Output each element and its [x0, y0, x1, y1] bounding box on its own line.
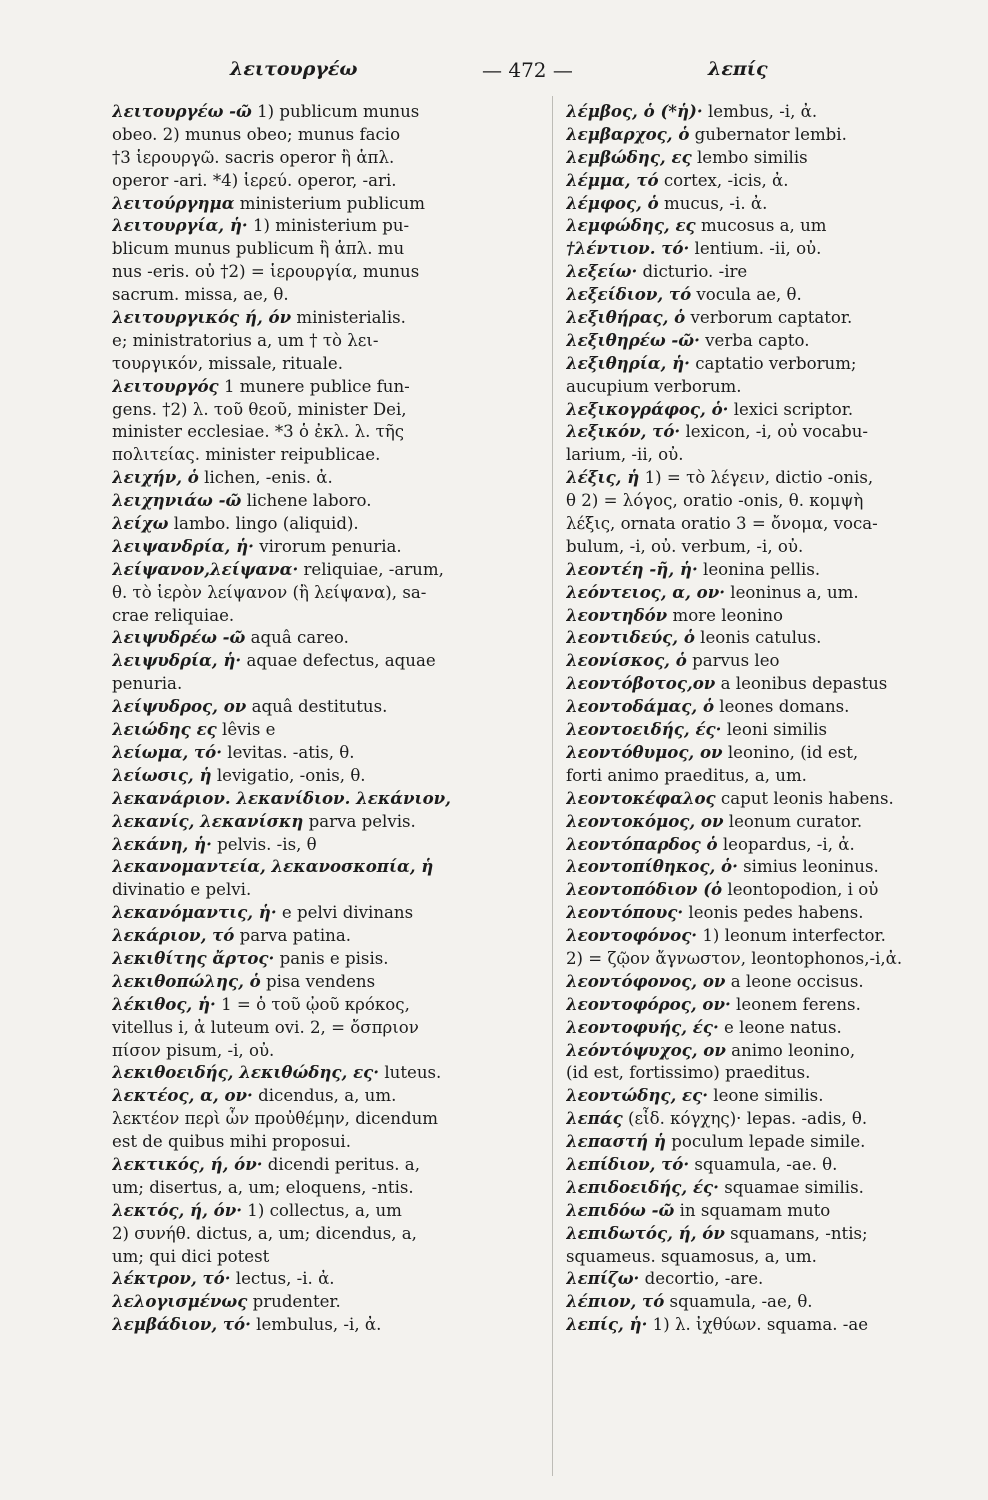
headword: †λέντιον. τό·: [566, 238, 690, 259]
definition-text: ministerialis.: [291, 308, 406, 328]
headword: λεοντοδάμας, ὁ: [566, 696, 715, 717]
headword: λεκάνη, ἡ·: [112, 833, 212, 854]
entry-line: [566, 1245, 956, 1268]
entry-line: [566, 672, 956, 695]
headword: λείωσις, ἡ: [112, 764, 212, 785]
entry-line: [112, 1222, 548, 1245]
definition-text: θ. τὸ ἱερὸν λείψανον (ἢ λείψανα), sa-: [112, 582, 427, 602]
definition-text: θ 2) = λόγος, oratio -onis, θ. κομψὴ: [566, 491, 864, 511]
entry-line: [112, 146, 548, 169]
definition-text: crae reliquiae.: [112, 605, 235, 625]
entry-line: [566, 787, 956, 810]
headword: λεοντόφονος, ον: [566, 970, 726, 991]
page-header: [0, 58, 988, 86]
definition-text: leontopodion, i οὐ: [722, 880, 879, 900]
headword: λέκιθος, ἡ·: [112, 993, 216, 1014]
definition-text: panis e pisis.: [274, 948, 389, 968]
headword: λέκτρον, τό·: [112, 1268, 231, 1289]
headword: λεοντοκόμος, ον: [566, 810, 724, 831]
entry-line: [566, 878, 956, 901]
definition-text: obeo. 2) munus obeo; munus facio: [112, 124, 401, 144]
headword: λείψυδρος, ον: [112, 696, 247, 717]
headword: λεόντόψυχος, ον: [566, 1039, 726, 1060]
page-number: — 472 —: [482, 58, 573, 82]
headword: λεκανόμαντις, ἡ·: [112, 902, 277, 923]
running-head-right: λεπίς: [708, 58, 768, 80]
entry-line: [112, 855, 548, 878]
entry-line: [566, 1061, 956, 1084]
headword: λέπιον, τό: [566, 1291, 665, 1312]
entry-line: [112, 1016, 548, 1039]
entry-line: [112, 1084, 548, 1107]
definition-text: blicum munus publicum ἢ ἁπλ. mu: [112, 239, 405, 259]
entry-line: [566, 1313, 956, 1336]
definition-text: parva pelvis.: [303, 811, 416, 831]
headword: λεοντόπους·: [566, 902, 684, 923]
entry-line: [112, 1039, 548, 1062]
definition-text: aucupium verborum.: [566, 376, 742, 396]
definition-text: leoninus a, um.: [725, 582, 859, 602]
entry-line: [566, 741, 956, 764]
entry-line: [566, 626, 956, 649]
entry-line: [566, 810, 956, 833]
definition-text: cortex, -icis, ἀ.: [658, 170, 789, 190]
definition-text: parvus leo: [686, 651, 780, 671]
definition-text: 1) publicum munus: [251, 102, 420, 121]
entry-line: [112, 878, 548, 901]
definition-text: squamula, -ae. θ.: [689, 1154, 838, 1174]
headword: λεόντειος, α, ον·: [566, 581, 725, 602]
headword: λέξις, ἡ: [566, 467, 640, 488]
definition-text: captatio verborum;: [689, 353, 857, 373]
headword: λεκτέος, α, ον·: [112, 1085, 253, 1106]
definition-text: um; qui dici potest: [112, 1246, 270, 1266]
entry-line: [112, 420, 548, 443]
definition-text: 1) λ. ἰχθύων. squama. -ae: [647, 1315, 869, 1335]
definition-text: λέξις, ornata oratio 3 = ὄνομα, voca-: [566, 514, 878, 534]
definition-text: parva patina.: [234, 926, 351, 946]
definition-text: †3 ἱερουργῶ. sacris operor ἢ ἁπλ.: [112, 147, 395, 167]
entry-line: [566, 260, 956, 283]
headword: λεοντιδεύς, ὁ: [566, 627, 695, 648]
headword: λεοντοπόδιον (ὁ: [566, 879, 723, 900]
headword: λεμβώδης, ες: [566, 146, 692, 167]
definition-text: 1) = τὸ λέγειν, dictio -onis,: [639, 468, 874, 488]
entry-line: [566, 1016, 956, 1039]
headword: λεοντόθυμος, ον: [566, 741, 723, 762]
entry-line: [112, 558, 548, 581]
entry-line: [566, 855, 956, 878]
headword: λεοντοκέφαλος: [566, 787, 716, 808]
entry-line: [112, 512, 548, 535]
entry-line: [112, 604, 548, 627]
entry-line: [566, 764, 956, 787]
definition-text: lêvis e: [216, 720, 276, 740]
entry-line: [566, 833, 956, 856]
entry-line: [112, 901, 548, 924]
headword: λεξικόν, τό·: [566, 421, 681, 442]
entry-line: [566, 214, 956, 237]
definition-text: a leone occisus.: [725, 971, 864, 991]
definition-text: lambo. lingo (aliquid).: [168, 514, 359, 534]
definition-text: bulum, -i, οὐ. verbum, -i, οὐ.: [566, 536, 804, 556]
definition-text: leonis pedes habens.: [683, 903, 864, 923]
definition-text: lexici scriptor.: [728, 399, 854, 419]
entry-line: [112, 260, 548, 283]
entry-line: [112, 443, 548, 466]
definition-text: 2) = ζῷον ἄγνωστον, leontophonos,-i,ἀ.: [566, 948, 903, 968]
headword: λεξείδιον, τό: [566, 284, 692, 305]
definition-text: lichene laboro.: [241, 491, 372, 511]
entry-line: [112, 695, 548, 718]
definition-text: lembo similis: [691, 147, 808, 167]
headword: λεοντοειδής, ές·: [566, 719, 722, 740]
entry-line: [112, 375, 548, 398]
entry-line: [112, 1130, 548, 1153]
definition-text: um; disertus, a, um; eloquens, -ntis.: [112, 1177, 414, 1197]
entry-line: [566, 1176, 956, 1199]
headword: λεξιθήρας, ὁ: [566, 307, 686, 328]
entry-line: [566, 1222, 956, 1245]
entry-line: [112, 581, 548, 604]
headword: λειτουργέω -ῶ: [112, 101, 252, 121]
entry-line: [566, 375, 956, 398]
definition-text: aquae defectus, aquae: [241, 651, 436, 671]
headword: λειτουργός: [112, 375, 219, 396]
entry-line: [566, 466, 956, 489]
entry-line: [112, 764, 548, 787]
definition-text: aquâ destitutus.: [246, 697, 388, 717]
headword: λείψανον,λείψανα·: [112, 558, 299, 579]
headword: λεοντοφόνος·: [566, 925, 698, 946]
entry-line: [112, 1290, 548, 1313]
headword: λεκιθίτης ἄρτος·: [112, 947, 275, 968]
definition-text: vocula ae, θ.: [691, 285, 802, 305]
definition-text: divinatio e pelvi.: [112, 880, 252, 900]
entry-line: [112, 1153, 548, 1176]
headword: λεοντόπαρδος ὁ: [566, 833, 718, 854]
entry-line: [566, 581, 956, 604]
definition-text: leoni similis: [721, 720, 828, 740]
entry-line: [566, 489, 956, 512]
definition-text: mucosus a, um: [695, 216, 827, 236]
entry-line: [112, 741, 548, 764]
definition-text: aquâ careo.: [245, 628, 349, 648]
entry-line: [112, 237, 548, 260]
entry-line: [112, 329, 548, 352]
headword: λειτουργία, ἡ·: [112, 215, 248, 236]
entry-line: [112, 169, 548, 192]
definition-text: prudenter.: [247, 1292, 341, 1312]
headword: λεκτικός, ή, όν·: [112, 1153, 263, 1174]
entry-line: [112, 1245, 548, 1268]
headword: λειώδης ες: [112, 719, 217, 740]
definition-text: operor -ari. *4) ἱερεύ. operor, -ari.: [112, 170, 397, 190]
definition-text: leonina pellis.: [697, 559, 821, 579]
entry-line: [112, 649, 548, 672]
entry-line: [566, 901, 956, 924]
right-column: [566, 100, 956, 1336]
entry-line: [566, 512, 956, 535]
headword: λέμβος, ὁ (*ἡ)·: [566, 101, 703, 121]
entry-line: [566, 420, 956, 443]
entry-line: [566, 970, 956, 993]
headword: λεξιθηρέω -ῶ·: [566, 329, 700, 350]
headword: λειψυδρέω -ῶ: [112, 627, 246, 648]
headword: λεκανίς, λεκανίσκη: [112, 810, 304, 831]
definition-text: levitas. -atis, θ.: [222, 742, 355, 762]
entry-line: [566, 1199, 956, 1222]
headword: λεοντέη -ῆ, ἡ·: [566, 558, 698, 579]
definition-text: a leonibus depastus: [715, 674, 888, 694]
entry-line: [566, 993, 956, 1016]
definition-text: dicendus, a, um.: [252, 1086, 397, 1106]
headword: λειτουργικός ή, όν: [112, 307, 292, 328]
entry-line: [566, 146, 956, 169]
headword: λειψυδρία, ἡ·: [112, 650, 242, 671]
headword: λεπίς, ἡ·: [566, 1314, 648, 1335]
headword: λεκτός, ή, όν·: [112, 1199, 243, 1220]
headword: λεπιδοειδής, ές·: [566, 1176, 719, 1197]
entry-line: [566, 169, 956, 192]
definition-text: (εἶδ. κόγχης)· lepas. -adis, θ.: [622, 1109, 868, 1129]
definition-text: forti animo praeditus, a, um.: [566, 765, 807, 785]
entry-line: [566, 443, 956, 466]
entry-line: [112, 466, 548, 489]
definition-text: 1 = ὁ τοῦ ᾠοῦ κρόκος,: [215, 994, 410, 1014]
definition-text: nus -eris. οὐ †2) = ἱερουργία, munus: [112, 262, 420, 282]
entry-line: [566, 100, 956, 123]
entry-line: [566, 1290, 956, 1313]
definition-text: e; ministratorius a, um † τὸ λει-: [112, 330, 379, 350]
headword: λεμφώδης, ες: [566, 215, 696, 236]
definition-text: lectus, -i. ἀ.: [230, 1269, 335, 1289]
definition-text: leopardus, -i, ἀ.: [717, 834, 855, 854]
definition-text: in squamam muto: [674, 1200, 831, 1220]
entry-line: [566, 283, 956, 306]
entry-line: [566, 558, 956, 581]
definition-text: e pelvi divinans: [276, 903, 414, 923]
entry-line: [112, 993, 548, 1016]
entry-line: [566, 1107, 956, 1130]
definition-text: πίσον pisum, -i, οὐ.: [112, 1040, 275, 1060]
definition-text: leonino, (id est,: [722, 742, 859, 762]
definition-text: leonis catulus.: [694, 628, 822, 648]
entry-line: [112, 947, 548, 970]
definition-text: ministerium publicum: [234, 193, 425, 213]
entry-line: [112, 100, 548, 123]
entry-line: [112, 1267, 548, 1290]
definition-text: leonem ferens.: [730, 994, 861, 1014]
entry-line: [112, 833, 548, 856]
entry-line: [566, 192, 956, 215]
definition-text: 1) collectus, a, um: [242, 1200, 402, 1220]
headword: λεοντοπίθηκος, ὁ·: [566, 856, 738, 877]
entry-line: [566, 306, 956, 329]
entry-line: [112, 924, 548, 947]
headword: λεπαστή ἡ: [566, 1131, 666, 1152]
definition-text: dicendi peritus. a,: [262, 1154, 420, 1174]
definition-text: squamula, -ae, θ.: [664, 1292, 813, 1312]
headword: λεπιδόω -ῶ: [566, 1199, 675, 1220]
definition-text: gens. †2) λ. τοῦ θεοῦ, minister Dei,: [112, 399, 407, 419]
headword: λεκάριον, τό: [112, 925, 235, 946]
definition-text: pisa vendens: [260, 971, 376, 991]
entry-line: [112, 1313, 548, 1336]
definition-text: more leonino: [667, 605, 784, 625]
definition-text: est de quibus mihi proposui.: [112, 1132, 351, 1152]
definition-text: verba capto.: [699, 330, 810, 350]
entry-line: [566, 398, 956, 421]
definition-text: lentium. -ii, οὐ.: [689, 239, 822, 259]
entry-line: [112, 1061, 548, 1084]
definition-text: penuria.: [112, 674, 183, 694]
entry-line: [112, 123, 548, 146]
entry-line: [112, 192, 548, 215]
headword: λεμβάδιον, τό·: [112, 1314, 251, 1335]
definition-text: τουργικόν, missale, rituale.: [112, 353, 343, 373]
definition-text: leones domans.: [714, 697, 850, 717]
definition-text: dicturio. -ire: [637, 262, 748, 282]
headword: λεονίσκος, ὁ: [566, 650, 687, 671]
running-head-left: λειτουργέω: [230, 58, 358, 80]
definition-text: sacrum. missa, ae, θ.: [112, 285, 289, 305]
entry-line: [566, 1084, 956, 1107]
headword: λεοντοφόρος, ον·: [566, 993, 731, 1014]
definition-text: gubernator lembi.: [689, 124, 847, 144]
entry-line: [566, 649, 956, 672]
headword: λείωμα, τό·: [112, 741, 223, 762]
headword: λεκιθοειδής, λεκιθώδης, ες·: [112, 1062, 380, 1083]
entry-line: [566, 695, 956, 718]
headword: λεκανομαντεία, λεκανοσκοπία, ἡ: [112, 856, 434, 877]
definition-text: larium, -ii, οὐ.: [566, 445, 684, 465]
headword: λεκανάριον. λεκανίδιον. λεκάνιον,: [112, 787, 451, 808]
entry-line: [112, 718, 548, 741]
entry-line: [566, 947, 956, 970]
definition-text: 1) ministerium pu-: [247, 216, 410, 236]
entry-line: [566, 1153, 956, 1176]
entry-line: [112, 626, 548, 649]
definition-text: pelvis. -is, θ: [211, 834, 317, 854]
entry-line: [112, 306, 548, 329]
headword: λεπάς: [566, 1108, 623, 1129]
entry-line: [566, 604, 956, 627]
headword: λεοντόβοτος,ον: [566, 673, 716, 694]
entry-line: [566, 718, 956, 741]
entry-line: [566, 329, 956, 352]
headword: λεμβαρχος, ὁ: [566, 123, 690, 144]
headword: λεκιθοπώλης, ὁ: [112, 970, 261, 991]
entry-line: [566, 123, 956, 146]
definition-text: reliquiae, -arum,: [298, 559, 444, 579]
definition-text: squamans, -ntis;: [724, 1223, 868, 1243]
definition-text: 1 munere publice fun-: [218, 376, 410, 396]
entry-line: [112, 535, 548, 558]
headword: λειψανδρία, ἡ·: [112, 535, 254, 556]
definition-text: squameus. squamosus, a, um.: [566, 1246, 817, 1266]
entry-line: [112, 672, 548, 695]
definition-text: 1) leonum interfector.: [697, 926, 886, 946]
entry-line: [566, 924, 956, 947]
headword: λεοντηδόν: [566, 604, 668, 625]
definition-text: decortio, -are.: [639, 1269, 764, 1289]
headword: λεοντοφυής, ές·: [566, 1016, 719, 1037]
definition-text: levigatio, -onis, θ.: [211, 765, 366, 785]
column-divider: [552, 96, 553, 1476]
headword: λεπιδωτός, ή, όν: [566, 1222, 725, 1243]
headword: λειχηνιάω -ῶ: [112, 490, 242, 511]
definition-text: luteus.: [379, 1063, 442, 1083]
headword: λεπίδιον, τό·: [566, 1153, 690, 1174]
definition-text: lembus, -i, ἀ.: [702, 102, 818, 121]
headword: λελογισμένως: [112, 1291, 248, 1312]
entry-line: [112, 1199, 548, 1222]
definition-text: 2) συνήθ. dictus, a, um; dicendus, a,: [112, 1223, 417, 1243]
headword: λεξικογράφος, ὁ·: [566, 398, 729, 419]
definition-text: minister ecclesiae. *3 ὁ ἐκλ. λ. τῆς: [112, 422, 405, 442]
definition-text: caput leonis habens.: [715, 788, 894, 808]
entry-line: [112, 398, 548, 421]
definition-text: squamae similis.: [718, 1177, 864, 1197]
headword: λεξείω·: [566, 261, 638, 282]
entry-line: [112, 283, 548, 306]
entry-line: [566, 1039, 956, 1062]
entry-line: [112, 489, 548, 512]
definition-text: poculum lepade simile.: [665, 1132, 866, 1152]
definition-text: simius leoninus.: [737, 857, 879, 877]
definition-text: πολιτείας. minister reipublicae.: [112, 445, 381, 465]
definition-text: animo leonino,: [725, 1040, 856, 1060]
definition-text: lichen, -enis. ἀ.: [198, 468, 333, 488]
definition-text: vitellus i, ἀ luteum ovi. 2, = ὄσπριον: [112, 1017, 419, 1037]
definition-text: lembulus, -i, ἀ.: [250, 1315, 382, 1335]
entry-line: [566, 1130, 956, 1153]
definition-text: λεκτέον περὶ ὧν προὐθέμην, dicendum: [112, 1109, 439, 1129]
headword: λεπίζω·: [566, 1268, 640, 1289]
entry-line: [112, 352, 548, 375]
headword: λειτούργημα: [112, 192, 235, 213]
entry-line: [112, 810, 548, 833]
headword: λέμμα, τό: [566, 169, 659, 190]
headword: λέμφος, ὁ: [566, 192, 659, 213]
entry-line: [566, 352, 956, 375]
definition-text: leone similis.: [708, 1086, 824, 1106]
left-column: [112, 100, 548, 1336]
definition-text: (id est, fortissimo) praeditus.: [566, 1063, 811, 1083]
entry-line: [566, 535, 956, 558]
entry-line: [112, 1107, 548, 1130]
definition-text: e leone natus.: [718, 1017, 842, 1037]
entry-line: [112, 1176, 548, 1199]
headword: λεξιθηρία, ἡ·: [566, 352, 690, 373]
definition-text: mucus, -i. ἀ.: [658, 193, 768, 213]
definition-text: virorum penuria.: [253, 536, 402, 556]
entry-line: [112, 787, 548, 810]
headword: λεοντώδης, ες·: [566, 1085, 709, 1106]
entry-line: [566, 1267, 956, 1290]
headword: λειχήν, ὁ: [112, 467, 199, 488]
entry-line: [112, 214, 548, 237]
definition-text: lexicon, -i, οὐ vocabu-: [680, 422, 869, 442]
definition-text: leonum curator.: [723, 811, 863, 831]
headword: λείχω: [112, 513, 169, 534]
entry-line: [112, 970, 548, 993]
definition-text: verborum captator.: [685, 308, 853, 328]
entry-line: [566, 237, 956, 260]
